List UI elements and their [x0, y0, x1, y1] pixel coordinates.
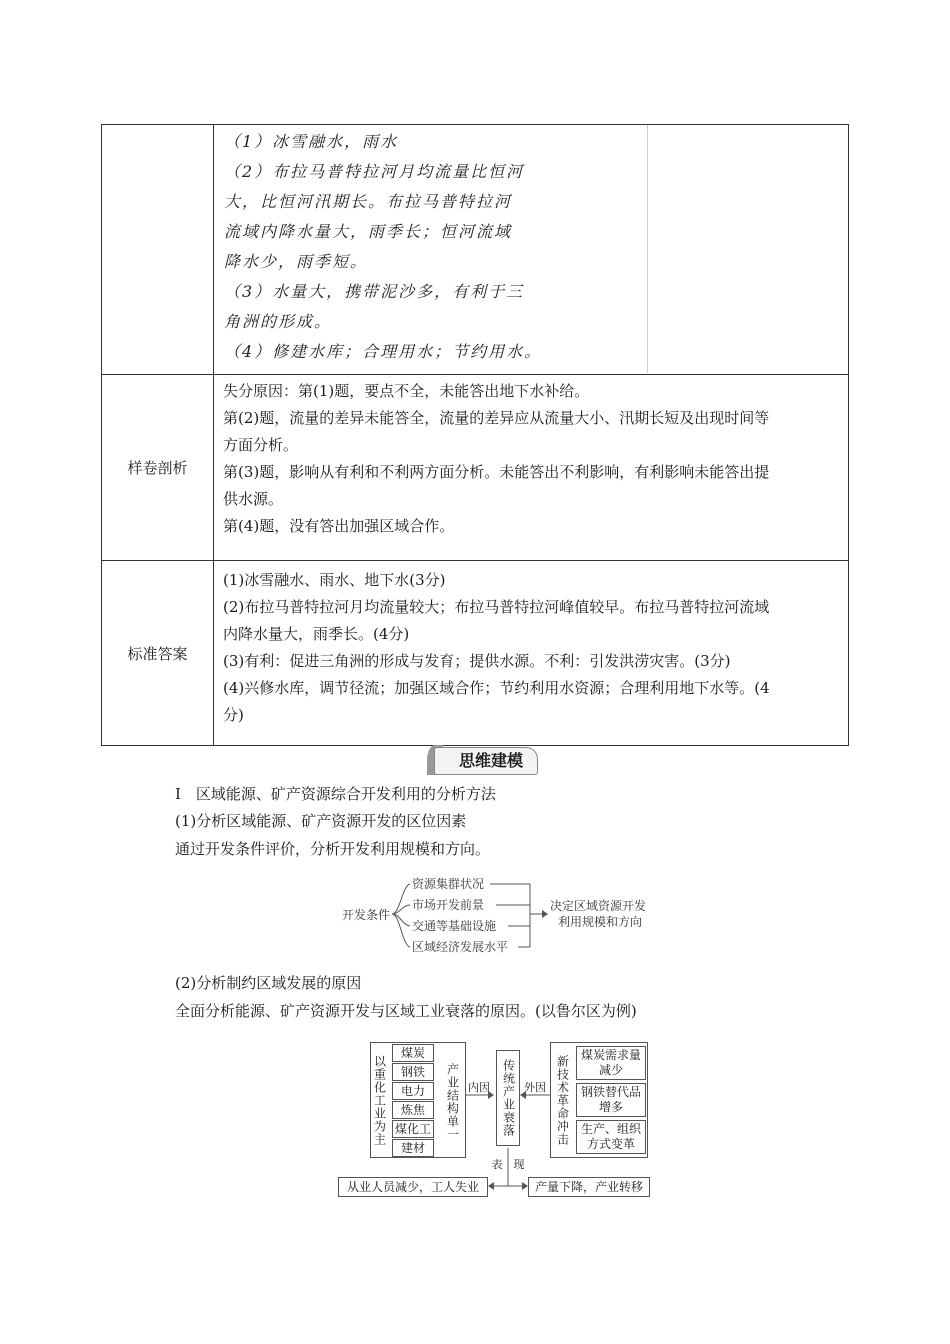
diagram1-factor: 资源集群状况	[412, 877, 485, 891]
subheading-1: (1)分析区域能源、矿产资源开发的区位因素	[175, 812, 467, 830]
result-left: 从业人员减少，工人失业	[338, 1177, 488, 1197]
center-decline: 传统产业衰落	[496, 1050, 520, 1146]
handwritten-line: （3）水量大，携带泥沙多，有利于三	[224, 282, 525, 301]
answer-line: (1)冰雪融水、雨水、地下水(3分)	[223, 571, 446, 589]
analysis-line: 方面分析。	[223, 436, 299, 454]
analysis-row	[102, 375, 848, 561]
inner-cause-label: 内因	[468, 1080, 490, 1094]
answer-line: (2)布拉马普特拉河月均流量较大；布拉马普特拉河峰值较早。布拉马普特拉河流域	[223, 598, 770, 616]
show-label: 现	[513, 1157, 525, 1171]
answer-line: 分)	[223, 706, 244, 724]
analysis-line: 第(4)题，没有答出加强区域合作。	[223, 517, 455, 535]
outer-cause-label: 外因	[524, 1080, 546, 1094]
industry-item: 建材	[392, 1139, 434, 1157]
answer-line: (4)兴修水库，调节径流；加强区域合作；节约利用水资源；合理利用地下水等。(4	[223, 679, 770, 697]
handwritten-row	[102, 125, 848, 375]
subheading-2: (2)分析制约区域发展的原因	[175, 974, 362, 992]
industry-item: 炼焦	[392, 1101, 434, 1119]
handwritten-line: 降水少，雨季短。	[224, 252, 369, 271]
impact-item: 煤炭需求量减少	[576, 1046, 646, 1080]
diagram1-root: 开发条件	[342, 908, 391, 922]
impact-label: 新技术革命冲击	[555, 1054, 570, 1146]
diagram1-factor: 交通等基础设施	[412, 919, 497, 933]
diagram1-brace	[392, 884, 410, 947]
industry-item: 煤化工	[392, 1120, 434, 1138]
section-banner: 思维建模	[434, 747, 538, 775]
subheading-1-text: 通过开发条件评价，分析开发利用规模和方向。	[175, 840, 491, 858]
analysis-line: 第(3)题，影响从有利和不利两方面分析。未能答出不利影响，有利影响未能答出提	[223, 463, 770, 481]
answer-table	[101, 124, 849, 746]
left-title: 以重化工业为主	[372, 1054, 387, 1146]
diagram1-result: 利用规模和方向	[558, 915, 643, 929]
structure-label: 产业结构单一	[445, 1063, 460, 1141]
analysis-line: 失分原因：第(1)题，要点不全，未能答出地下水补给。	[223, 382, 590, 400]
diagram1-result: 决定区域资源开发	[550, 899, 647, 913]
handwritten-line: （4）修建水库；合理用水；节约用水。	[224, 342, 543, 361]
diagram1-factor: 市场开发前景	[412, 898, 485, 912]
handwritten-line: 流域内降水量大，雨季长；恒河流域	[224, 222, 513, 241]
industry-item: 电力	[392, 1082, 434, 1100]
diagram1-connector	[490, 884, 530, 947]
diagram1-arrowhead	[542, 910, 548, 918]
diagram1-factor: 区域经济发展水平	[412, 940, 509, 954]
standard-answer-label: 标准答案	[102, 561, 214, 745]
handwritten-line: 角洲的形成。	[224, 312, 333, 331]
development-conditions-diagram	[330, 872, 660, 958]
handwritten-label-cell	[102, 125, 214, 374]
handwritten-line: （1）冰雪融水，雨水	[224, 132, 399, 151]
impact-item: 生产、组织方式变革	[576, 1120, 646, 1154]
standard-answer-text	[223, 567, 840, 729]
handwritten-line: （2）布拉马普特拉河月均流量比恒河	[224, 162, 525, 181]
handwritten-answer	[224, 127, 840, 367]
analysis-label: 样卷剖析	[102, 375, 214, 560]
analysis-line: 供水源。	[223, 490, 284, 508]
impact-item: 钢铁替代品增多	[576, 1083, 646, 1117]
section-heading: Ⅰ 区域能源、矿产资源综合开发利用的分析方法	[175, 785, 496, 803]
subheading-2-text: 全面分析能源、矿产资源开发与区域工业衰落的原因。(以鲁尔区为例)	[175, 1002, 637, 1020]
answer-line: 内降水量大，雨季长。(4分)	[223, 625, 410, 643]
industry-item: 钢铁	[392, 1063, 434, 1081]
analysis-text	[223, 378, 840, 540]
analysis-line: 第(2)题，流量的差异未能答全，流量的差异应从流量大小、汛期长短及出现时间等	[223, 409, 770, 427]
standard-answer-row	[102, 561, 848, 745]
handwritten-line: 大，比恒河汛期长。布拉马普特拉河	[224, 192, 513, 211]
result-right: 产量下降，产业转移	[528, 1177, 650, 1197]
industry-item: 煤炭	[392, 1044, 434, 1062]
show-label: 表	[491, 1157, 503, 1171]
answer-line: (3)有利：促进三角洲的形成与发育；提供水源。不利：引发洪涝灾害。(3分)	[223, 652, 731, 670]
ruhr-decline-diagram	[338, 1040, 652, 1202]
